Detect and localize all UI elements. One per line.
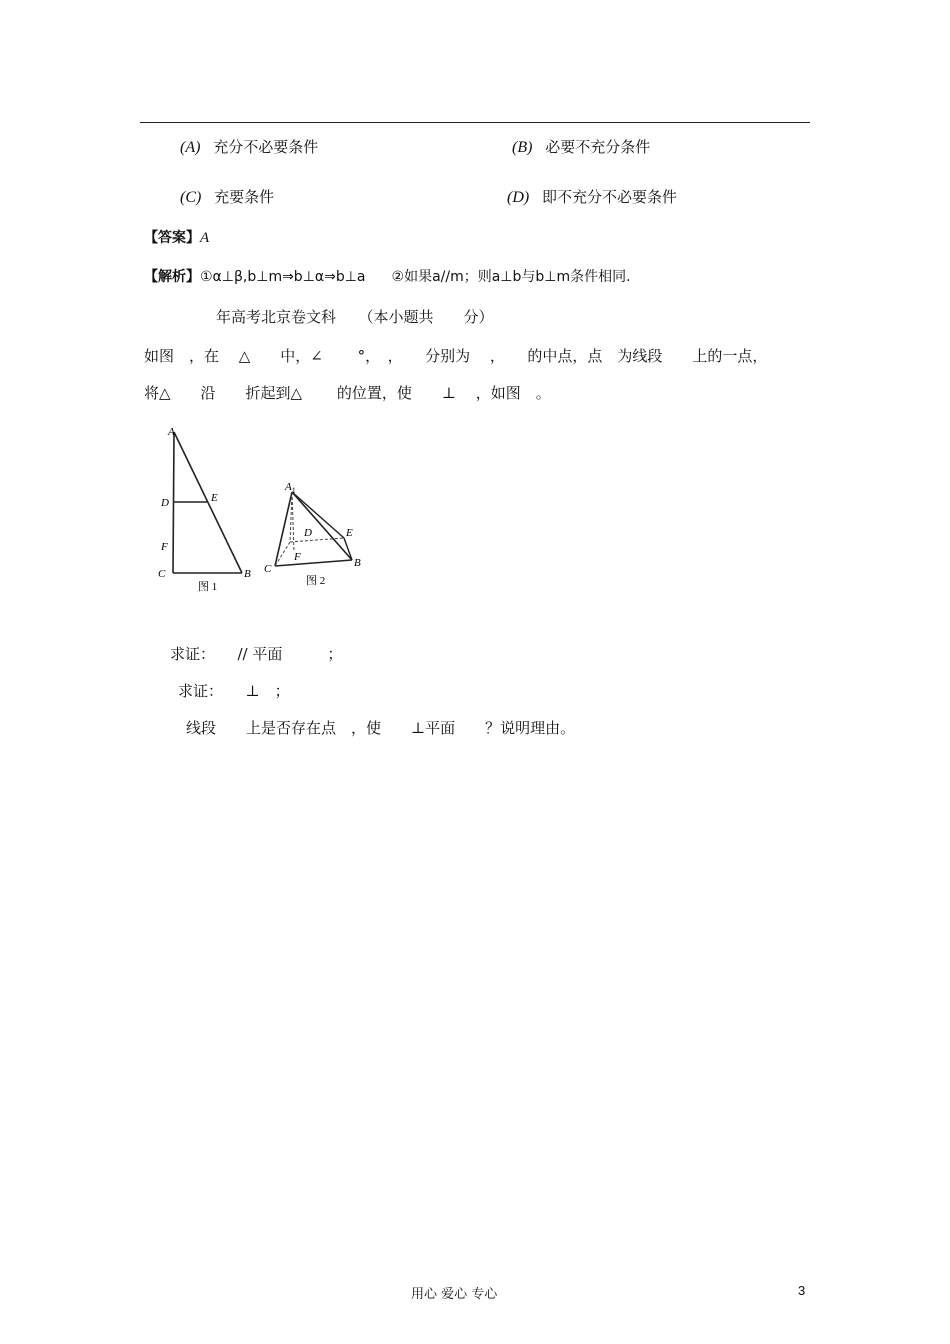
fig2-edge-a1f (292, 492, 294, 552)
fig2-edge-eb (344, 538, 352, 560)
problem-line-2: 将△ 沿 折起到△ 的位置，使 ⊥ ，如图 。 (144, 384, 551, 402)
fig2-label-a1: $A_1$ (285, 481, 296, 495)
page-number: 3 (798, 1283, 806, 1298)
fig2-edge-a1e (292, 492, 344, 538)
problem-line-1: 如图 ，在 △ 中，∠ °， ， 分别为 ， 的中点，点 为线段 上的一点， (144, 347, 768, 365)
option-a (180, 136, 318, 157)
question-2: 求证： ⊥ ； (178, 682, 290, 700)
fig1-caption: 图 1 (198, 581, 218, 593)
option-b (512, 136, 650, 157)
fig1-label-e: E (211, 492, 218, 504)
fig2-edge-a1b (292, 492, 352, 560)
figure-2 (262, 476, 372, 591)
fig2-edge-cb (275, 560, 352, 566)
option-a-label: (A) (180, 139, 201, 156)
fig1-label-d: D (161, 497, 169, 509)
fig2-edge-a1c (275, 492, 292, 566)
option-c-label: (C) (180, 189, 202, 206)
header-rule (140, 122, 810, 123)
option-b-label: (B) (512, 139, 533, 156)
fig1-label-f: F (161, 541, 168, 553)
option-d-label: (D) (507, 189, 530, 206)
fig1-label-c: C (158, 568, 166, 580)
answer-value: A (200, 230, 210, 246)
analysis-part2: ②如果a//m；则a⊥b与b⊥m条件相同. (391, 269, 631, 285)
option-a-text: 充分不必要条件 (213, 138, 319, 156)
fig2-label-b: B (354, 557, 361, 569)
analysis-part1: ①α⊥β,b⊥m⇒b⊥α⇒b⊥a (200, 269, 366, 285)
problem-header: 年高考北京卷文科 （本小题共 分） (216, 308, 494, 326)
answer-line (144, 227, 209, 247)
analysis-line (144, 266, 631, 286)
option-d (507, 186, 677, 207)
fig2-label-e: E (346, 527, 353, 539)
fig2-label-c: C (264, 563, 272, 575)
fig2-label-d: D (304, 527, 312, 539)
fig2-caption: 图 2 (306, 575, 326, 587)
option-c-text: 充要条件 (214, 188, 275, 206)
fig1-label-a: A (168, 426, 175, 438)
analysis-tag: 【解析】 (144, 269, 200, 285)
answer-tag: 【答案】 (144, 230, 200, 246)
option-d-text: 即不充分不必要条件 (542, 188, 678, 206)
footer-text: 用心 爱心 专心 (411, 1287, 498, 1302)
question-3: 线段 上是否存在点 ，使 ⊥平面 ？说明理由。 (186, 719, 576, 737)
fig2-label-f: F (294, 551, 301, 563)
figure-1 (150, 420, 260, 595)
option-c (180, 186, 274, 207)
question-1: 求证： // 平面 ； (170, 645, 343, 663)
option-b-text: 必要不充分条件 (545, 138, 651, 156)
fig1-label-b: B (244, 568, 251, 580)
